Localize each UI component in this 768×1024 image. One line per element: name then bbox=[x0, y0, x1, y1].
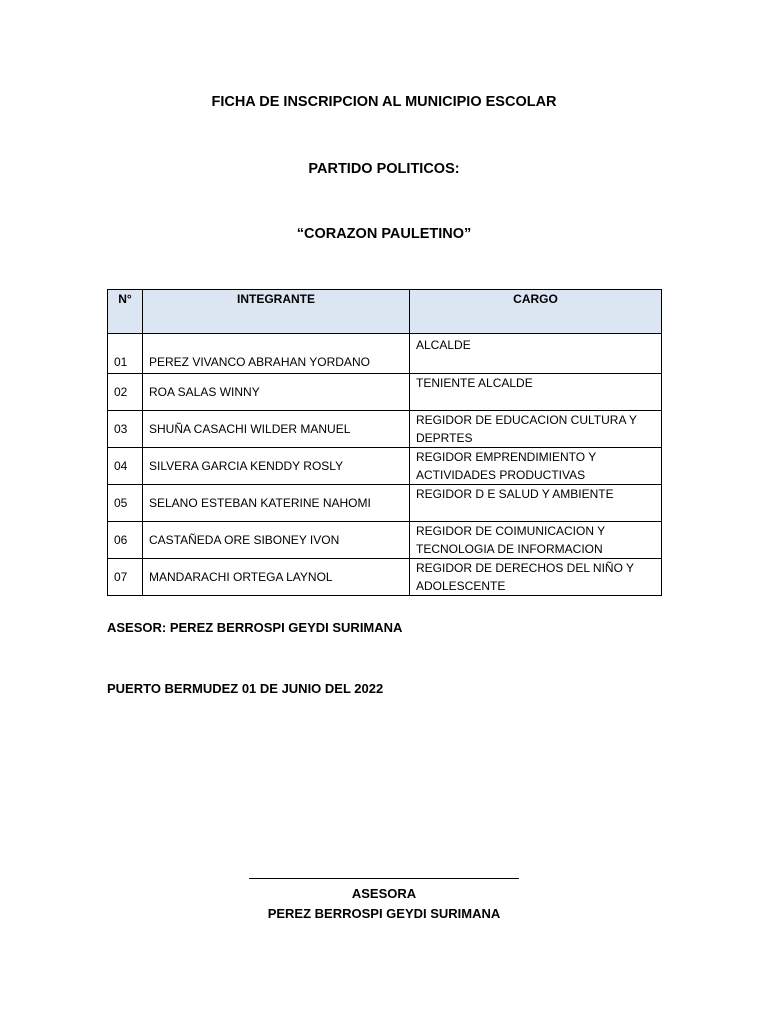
table-row bbox=[108, 485, 662, 522]
member-name: ROA SALAS WINNY bbox=[143, 374, 410, 411]
row-number: 06 bbox=[108, 522, 143, 559]
signature-name: PEREZ BERROSPI GEYDI SURIMANA bbox=[267, 906, 501, 921]
party-name: “CORAZON PAULETINO” bbox=[296, 226, 472, 242]
header-number: N° bbox=[108, 290, 143, 334]
header-cargo: CARGO bbox=[410, 290, 662, 334]
members-table bbox=[107, 289, 662, 596]
party-heading: PARTIDO POLITICOS: bbox=[308, 161, 460, 177]
advisor-line: ASESOR: PEREZ BERROSPI GEYDI SURIMANA bbox=[107, 620, 403, 635]
member-name: MANDARACHI ORTEGA LAYNOL bbox=[143, 559, 410, 596]
member-name: SILVERA GARCIA KENDDY ROSLY bbox=[143, 448, 410, 485]
place-date: PUERTO BERMUDEZ 01 DE JUNIO DEL 2022 bbox=[107, 681, 384, 696]
member-role: REGIDOR DE EDUCACION CULTURA Y DEPRTES bbox=[410, 411, 662, 448]
member-name: SELANO ESTEBAN KATERINE NAHOMI bbox=[143, 485, 410, 522]
row-number: 01 bbox=[108, 334, 143, 374]
row-number: 02 bbox=[108, 374, 143, 411]
member-role: REGIDOR D E SALUD Y AMBIENTE bbox=[410, 485, 662, 522]
table-row bbox=[108, 559, 662, 596]
table-row bbox=[108, 448, 662, 485]
header-integrante: INTEGRANTE bbox=[143, 290, 410, 334]
member-name: SHUÑA CASACHI WILDER MANUEL bbox=[143, 411, 410, 448]
table-row bbox=[108, 334, 662, 374]
member-name: CASTAÑEDA ORE SIBONEY IVON bbox=[143, 522, 410, 559]
row-number: 07 bbox=[108, 559, 143, 596]
table-body bbox=[108, 334, 662, 596]
member-role: REGIDOR DE COIMUNICACION Y TECNOLOGIA DE INFORMACION bbox=[410, 522, 662, 559]
table-header bbox=[108, 290, 662, 334]
document-title: FICHA DE INSCRIPCION AL MUNICIPIO ESCOLAR bbox=[211, 94, 557, 110]
signature-line bbox=[249, 878, 519, 879]
table-header-row bbox=[108, 290, 662, 334]
member-role: ALCALDE bbox=[410, 334, 662, 374]
table-row bbox=[108, 374, 662, 411]
row-number: 03 bbox=[108, 411, 143, 448]
member-name: PEREZ VIVANCO ABRAHAN YORDANO bbox=[143, 334, 410, 374]
table-row bbox=[108, 522, 662, 559]
row-number: 04 bbox=[108, 448, 143, 485]
member-role: REGIDOR DE DERECHOS DEL NIÑO Y ADOLESCENTE bbox=[410, 559, 662, 596]
row-number: 05 bbox=[108, 485, 143, 522]
signature-role: ASESORA bbox=[351, 886, 417, 901]
member-role: REGIDOR EMPRENDIMIENTO Y ACTIVIDADES PRODUCTIVAS bbox=[410, 448, 662, 485]
table-row bbox=[108, 411, 662, 448]
member-role: TENIENTE ALCALDE bbox=[410, 374, 662, 411]
